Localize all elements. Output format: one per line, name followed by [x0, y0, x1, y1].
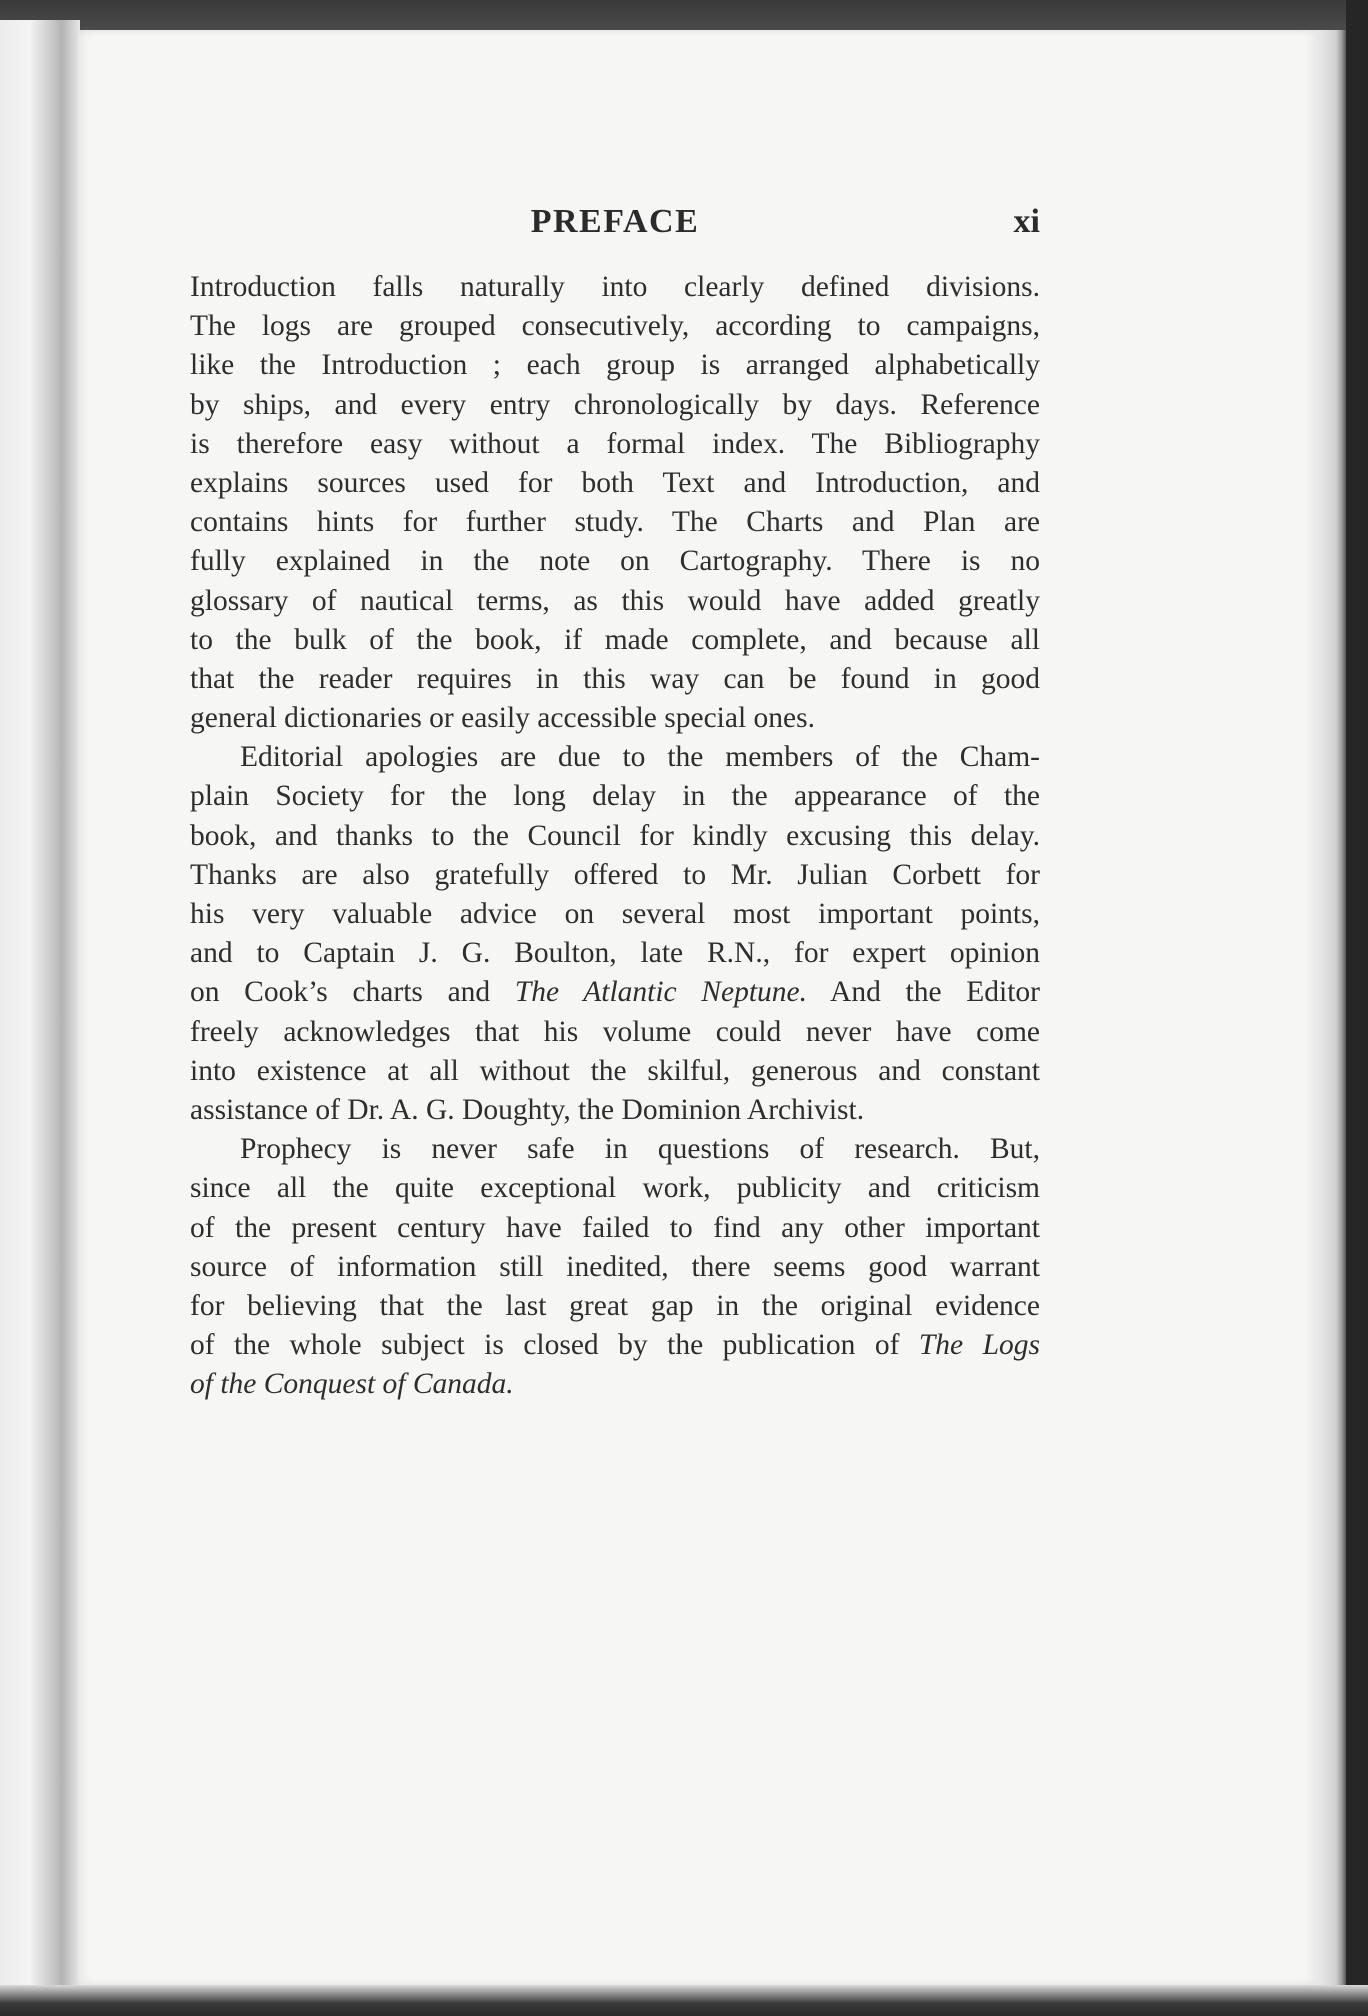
- text-line: plain Society for the long delay in the appearance of the: [190, 780, 1040, 813]
- text-line: into existence at all without the skilful, generous and constant: [190, 1054, 1040, 1087]
- text-line: explains sources used for both Text and Introduction, and: [190, 466, 1040, 499]
- text-segment: And the Editor: [807, 976, 1040, 1009]
- text-segment: of the whole subject is closed by the publication of: [190, 1329, 919, 1362]
- text-line: The logs are grouped consecutively, according to campaigns,: [190, 310, 1040, 343]
- text-line: source of information still inedited, there seems good warrant: [190, 1250, 1040, 1283]
- text-line: is therefore easy without a formal index. The Bibliography: [190, 427, 1040, 460]
- text-line: contains hints for further study. The Charts and Plan are: [190, 506, 1040, 539]
- text-line: fully explained in the note on Cartography. There is no: [190, 545, 1040, 578]
- book-title-italic: The Logs: [918, 1329, 1041, 1362]
- text-line: his very valuable advice on several most important points,: [190, 898, 1040, 930]
- text-line: assistance of Dr. A. G. Doughty, the Dominion Archivist.: [190, 1093, 865, 1126]
- scan-top-edge: [0, 0, 1368, 30]
- page-number: xi: [1013, 203, 1040, 240]
- text-line: that the reader requires in this way can be found in good: [190, 662, 1040, 695]
- text-line: and to Captain J. G. Boulton, late R.N., for expert opinion: [190, 937, 1040, 970]
- text-line: since all the quite exceptional work, publicity and criticism: [190, 1172, 1040, 1205]
- text-line: general dictionaries or easily accessible special ones.: [190, 702, 815, 735]
- scan-bottom-edge: [0, 1985, 1368, 2016]
- text-line: to the bulk of the book, if made complete, and because all: [190, 623, 1040, 656]
- text-line-with-title: [190, 1326, 1040, 1365]
- text-line: Prophecy is never safe in questions of research. But,: [240, 1133, 1040, 1166]
- text-line: book, and thanks to the Council for kindly excusing this delay.: [190, 819, 1040, 852]
- body-text: [190, 268, 1040, 1404]
- text-line-with-title: [190, 973, 1040, 1012]
- text-segment: on Cook’s charts and: [190, 976, 515, 1009]
- text-line: Thanks are also gratefully offered to Mr. Julian Corbett for: [190, 858, 1040, 891]
- book-gutter: [0, 20, 80, 2010]
- paragraph-3: [190, 1130, 1040, 1404]
- page-header: [190, 203, 1040, 253]
- scan-right-edge: [1346, 0, 1368, 2016]
- running-head: PREFACE: [530, 203, 700, 240]
- text-line: Introduction falls naturally into clearly defined divisions.: [190, 271, 1040, 303]
- text-line: like the Introduction ; each group is arranged alphabetically: [190, 349, 1040, 382]
- paragraph-1: [190, 268, 1040, 738]
- book-title-italic: of the Conquest of Canada.: [190, 1368, 514, 1401]
- text-line: of the present century have failed to find any other important: [190, 1211, 1040, 1244]
- text-line: Editorial apologies are due to the members of the Cham-: [240, 741, 1040, 774]
- text-line: glossary of nautical terms, as this would have added greatly: [190, 584, 1040, 617]
- book-title-italic: The Atlantic Neptune.: [514, 976, 807, 1009]
- text-line: for believing that the last great gap in the original evidence: [190, 1289, 1040, 1322]
- paragraph-2: [190, 738, 1040, 1130]
- text-line: by ships, and every entry chronologically by days. Reference: [190, 388, 1040, 421]
- text-line: freely acknowledges that his volume could never have come: [190, 1015, 1040, 1048]
- page-fore-edge: [1318, 30, 1346, 1985]
